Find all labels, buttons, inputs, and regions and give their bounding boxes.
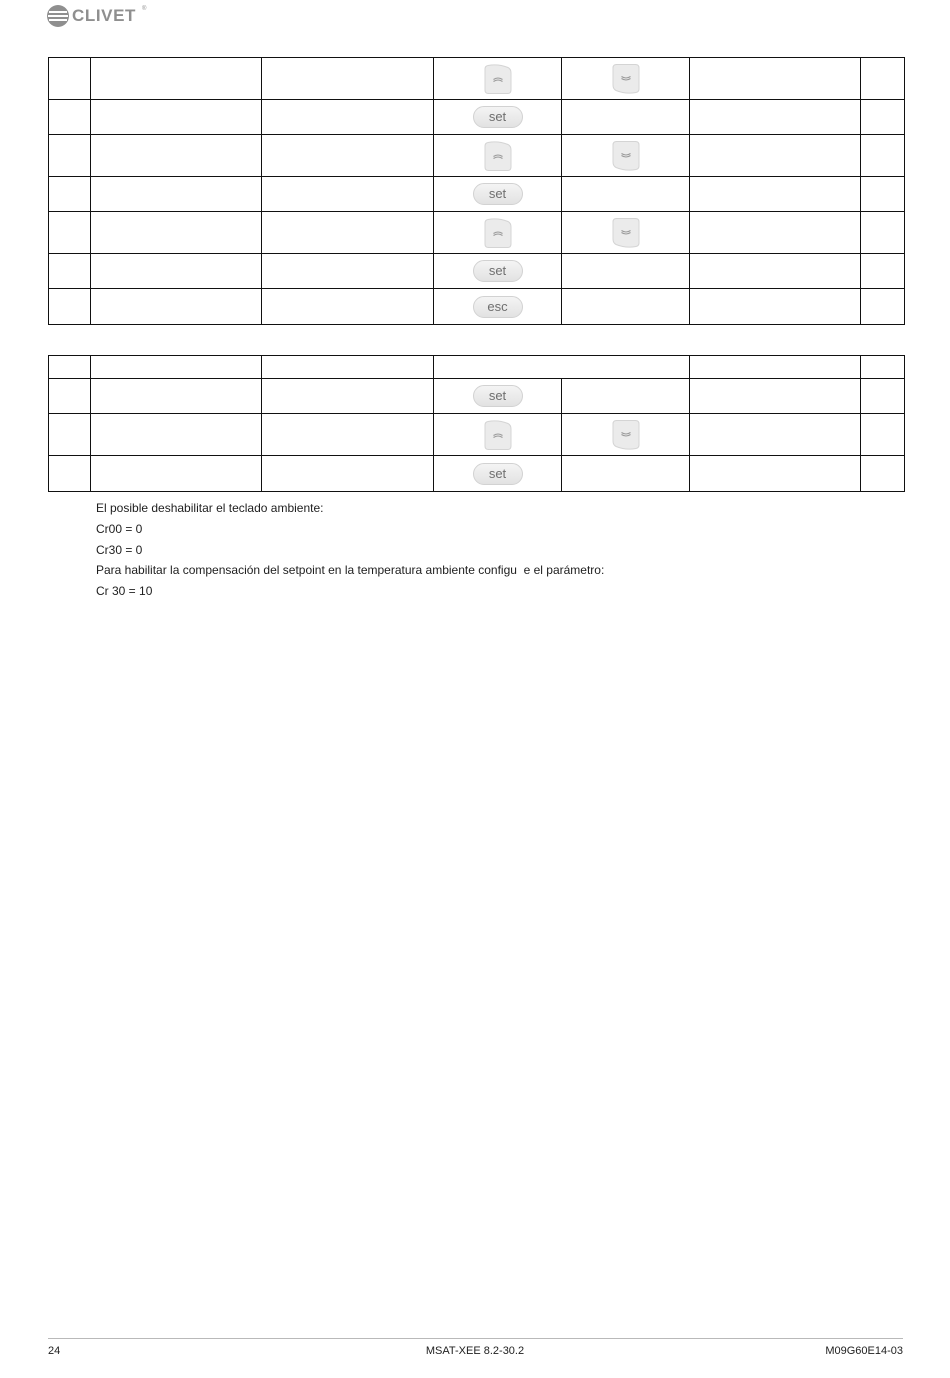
table-cell [262,379,434,414]
down-arrow-key-icon [612,63,640,95]
table-cell [262,356,434,379]
up-arrow-key-icon [484,217,512,249]
table-cell [562,379,690,414]
footer-divider [48,1338,903,1339]
table-cell [262,289,434,325]
table-row [49,379,905,414]
table-row [49,414,905,456]
table-cell [562,100,690,135]
table-cell [434,212,562,254]
table-cell [690,414,861,456]
table-cell [562,456,690,492]
table-cell [91,379,262,414]
key-label: esc [487,298,508,314]
table-cell [262,414,434,456]
table-cell [434,254,562,289]
table-cell [262,135,434,177]
up-arrow-key-icon [484,63,512,95]
text-line: El posible deshabilitar el teclado ambiente: [96,501,324,515]
table-cell [49,177,91,212]
table-row [49,212,905,254]
set-key-icon [473,463,523,485]
table-cell [562,254,690,289]
text-line: Cr30 = 0 [96,542,143,557]
table-header-row [49,356,905,379]
table-cell [91,177,262,212]
set-key-icon [473,260,523,282]
table-cell [262,177,434,212]
table-cell [434,177,562,212]
table-cell [262,456,434,492]
table-cell [690,135,861,177]
table-cell [861,356,905,379]
table-cell [861,135,905,177]
table-cell [91,100,262,135]
logo-mark-icon [46,4,70,28]
table-cell [861,212,905,254]
up-arrow-key-icon [484,419,512,451]
table-cell [49,414,91,456]
instructions-text [96,498,604,602]
set-key-icon [473,183,523,205]
down-arrow-key-icon [612,140,640,172]
table-cell [690,289,861,325]
table-cell [91,356,262,379]
table-cell [861,456,905,492]
table-cell [91,254,262,289]
footer-doc-code: M09G60E14-03 [825,1345,903,1357]
down-arrow-key-icon [612,419,640,451]
table-cell [690,379,861,414]
esc-key-icon [473,296,523,318]
table-cell [262,58,434,100]
table-cell [49,58,91,100]
up-arrow-key-icon [484,140,512,172]
table-cell [434,135,562,177]
table-cell [434,58,562,100]
table-cell [861,58,905,100]
table-cell [690,456,861,492]
logo-text: CLIVET [72,6,137,25]
table-row [49,100,905,135]
table-row [49,58,905,100]
table-cell [262,100,434,135]
footer-model: MSAT-XEE 8.2-30.2 [425,1345,525,1357]
brand-logo [46,4,156,28]
table-cell [434,414,562,456]
down-arrow-key-icon [612,217,640,249]
table-cell [91,289,262,325]
key-label: set [488,109,507,124]
table-cell [690,100,861,135]
text-line: Cr 30 = 10 [96,584,153,599]
table-cell [434,379,562,414]
logo-registered-mark: ® [142,6,147,12]
table-cell [91,212,262,254]
table-row [49,289,905,325]
set-key-icon [473,106,523,128]
table-cell [690,254,861,289]
table-cell [562,212,690,254]
key-sequence-table-1 [48,57,905,325]
table-row [49,135,905,177]
table-cell [861,177,905,212]
table-cell [861,379,905,414]
table-cell [562,177,690,212]
table-cell [49,456,91,492]
table-cell [49,212,91,254]
table-cell [861,289,905,325]
table-cell [49,100,91,135]
table-cell [91,58,262,100]
table-row [49,456,905,492]
table-cell [562,135,690,177]
table-cell [690,212,861,254]
table-cell [49,135,91,177]
set-key-icon [473,385,523,407]
page-number: 24 [48,1345,61,1357]
key-label: set [488,186,507,201]
table-cell [861,254,905,289]
key-label: set [488,465,507,481]
table-cell [562,414,690,456]
table-cell [434,289,562,325]
table-cell [861,100,905,135]
table-cell [262,212,434,254]
text-line: Para habilitar la compensación del setpoint en la temperatura ambiente configu e el parámetro: [96,563,605,578]
text-line: Cr00 = 0 [96,521,143,536]
table-cell [49,254,91,289]
table-cell [49,356,91,379]
table-cell [562,289,690,325]
key-label: set [488,388,507,403]
table-row [49,177,905,212]
table-cell [690,58,861,100]
table-cell [262,254,434,289]
table-cell [690,177,861,212]
table-cell [434,456,562,492]
table-cell [434,356,690,379]
key-sequence-table-2 [48,355,905,492]
table-cell [91,456,262,492]
table-cell [434,100,562,135]
table-cell [49,289,91,325]
key-label: set [488,263,507,278]
table-cell [690,356,861,379]
table-cell [91,414,262,456]
table-cell [861,414,905,456]
table-cell [562,58,690,100]
table-cell [49,379,91,414]
table-row [49,254,905,289]
table-cell [91,135,262,177]
